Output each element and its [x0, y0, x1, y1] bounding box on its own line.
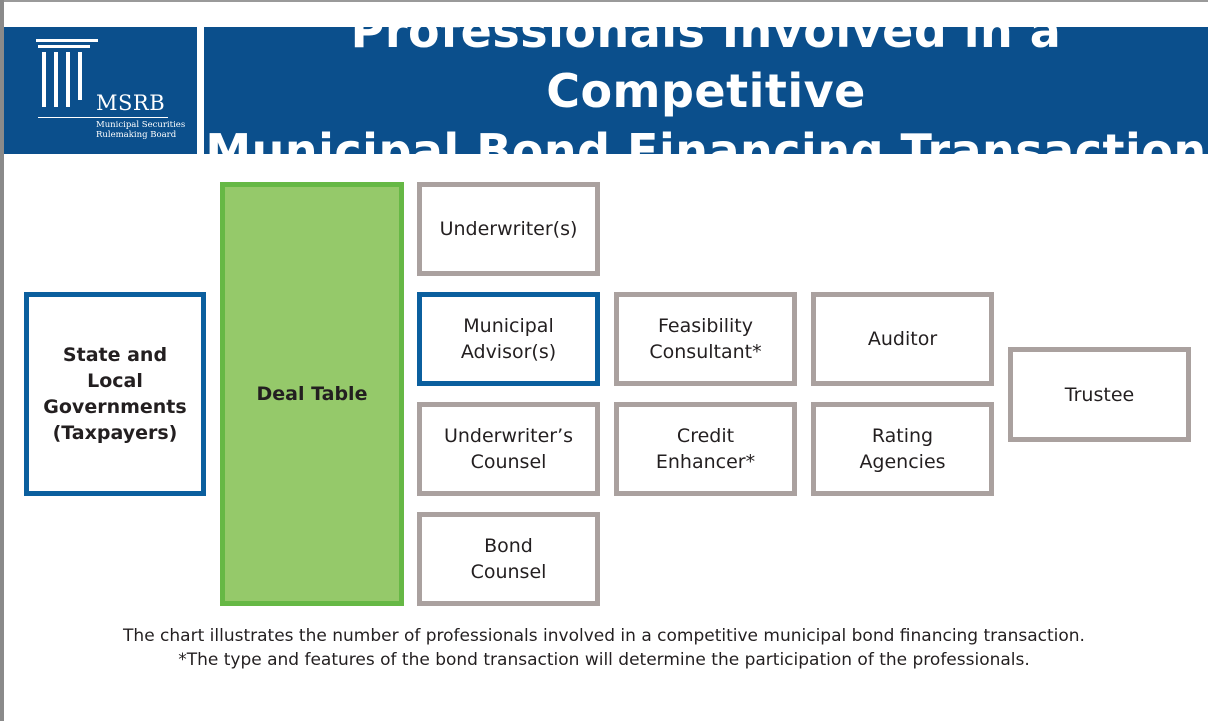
title-banner — [204, 3, 1208, 178]
deal-table-label: Deal Table — [256, 383, 368, 405]
rating-agencies-line2: Agencies — [859, 451, 946, 473]
credit-enhancer-line1: Credit — [676, 425, 735, 447]
caption-line1: The chart illustrates the number of professionals involved in a competitive municipal bond financing transaction. — [123, 626, 1085, 646]
bond-counsel-line2: Counsel — [470, 561, 547, 583]
auditor-box — [811, 292, 994, 386]
underwriters-counsel-line2: Counsel — [470, 451, 547, 473]
trustee-box — [1008, 347, 1191, 442]
underwriters-counsel-line1: Underwriter’s — [443, 425, 574, 447]
credit-enhancer-line2: Enhancer* — [655, 451, 756, 473]
logo-subtitle — [96, 120, 185, 140]
msrb-logo-panel — [4, 27, 197, 154]
municipal-advisor-box — [417, 292, 600, 386]
underwriters-counsel-box — [417, 402, 600, 496]
logo-subtitle-line2: Rulemaking Board — [96, 130, 177, 140]
credit-enhancer-box — [614, 402, 797, 496]
rating-agencies-line1: Rating — [871, 425, 934, 447]
municipal-advisor-line2: Advisor(s) — [460, 341, 557, 363]
underwriters-box — [417, 182, 600, 276]
municipal-advisor-line1: Municipal — [463, 315, 554, 337]
logo-name: MSRB — [96, 91, 166, 115]
government-line4: (Taxpayers) — [52, 422, 178, 444]
underwriters-label: Underwriter(s) — [439, 218, 578, 240]
caption-line2: *The type and features of the bond transaction will determine the participation of the professionals. — [178, 650, 1030, 670]
state-local-governments-box — [24, 292, 206, 496]
page-title — [204, 1, 1208, 181]
trustee-label: Trustee — [1064, 383, 1135, 406]
page-title-line1: Professionals Involved in a Competitive — [350, 3, 1062, 118]
bond-counsel-line1: Bond — [484, 535, 533, 557]
feasibility-consultant-box — [614, 292, 797, 386]
page-title-line2: Municipal Bond Financing Transaction — [205, 123, 1207, 178]
logo-divider — [38, 117, 168, 118]
logo-subtitle-line1: Municipal Securities — [96, 120, 186, 130]
government-line1: State and — [62, 344, 168, 366]
government-line2: Local — [87, 370, 143, 392]
feasibility-consultant-line1: Feasibility — [658, 315, 753, 337]
deal-table-box — [220, 182, 404, 606]
feasibility-consultant-line2: Consultant* — [649, 341, 762, 363]
rating-agencies-box — [811, 402, 994, 496]
column-pillar-icon — [34, 37, 104, 117]
auditor-label: Auditor — [867, 328, 938, 350]
chart-caption — [0, 624, 1208, 672]
bond-counsel-box — [417, 512, 600, 606]
government-line3: Governments — [43, 396, 187, 418]
